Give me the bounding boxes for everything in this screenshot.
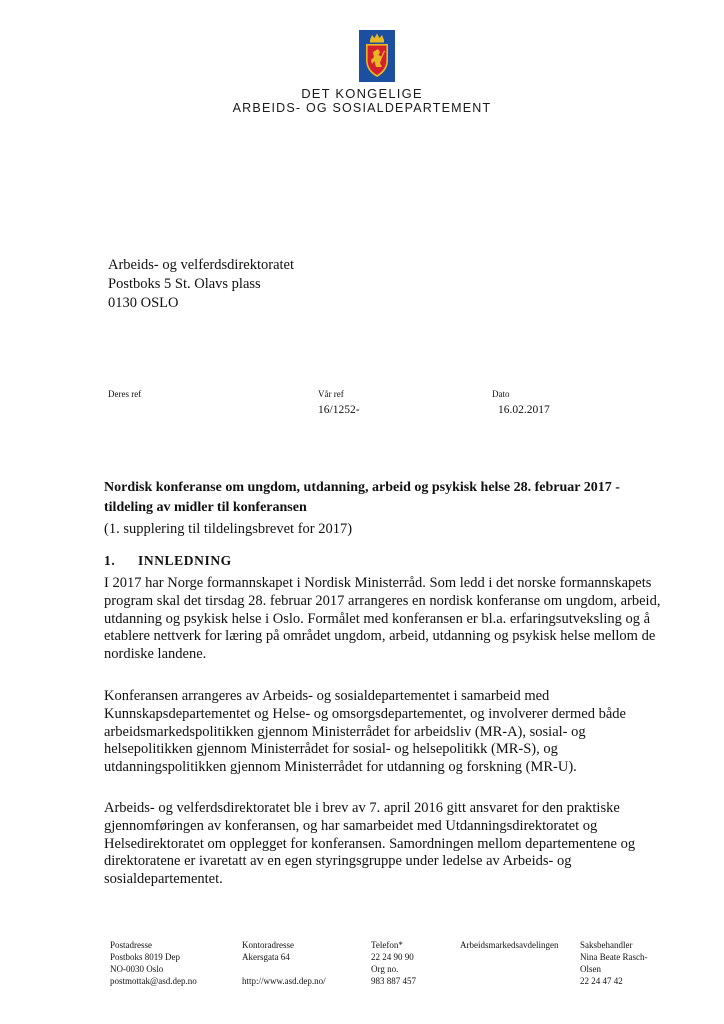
footer-telefon [371,939,416,987]
ministry-name [180,86,544,116]
paragraph-1: I 2017 har Norge formannskapet i Nordisk Ministerråd. Som ledd i det norske formannskapets program skal det tirsdag 28. februar 2017 arrangeres en nordisk konferanse om ungdom, arbeid, utdanning og psykisk helse i Oslo. Formålet med konferansen er bl.a. erfaringsutveksling og å etablere nettverk for læring på området ungdom, arbeid, utdanning og psykisk helse mellom de nordiske landene. [104,575,661,663]
ministry-line-1: DET KONGELIGE [301,86,423,101]
var-ref-label: Vår ref [318,389,344,399]
footer-postadresse-label: Postadresse [110,940,152,950]
footer-saksbehandler-phone: 22 24 47 42 [580,976,623,986]
var-ref-value: 16/1252- [318,404,360,416]
dato-label: Dato [492,389,510,399]
section-title: INNLEDNING [138,553,232,568]
recipient-street: Postboks 5 St. Olavs plass [108,276,261,292]
footer-postboks: Postboks 8019 Dep [110,952,181,962]
recipient-name: Arbeids- og velferdsdirektoratet [108,257,295,273]
footer-avdeling [460,939,558,951]
footer-saksbehandler-name-1: Nina Beate Rasch- [580,952,648,962]
footer-avdeling-name: Arbeidsmarkedsavdelingen [460,940,559,950]
dato-value: 16.02.2017 [498,404,550,416]
footer-email: postmottak@asd.dep.no [110,976,197,986]
footer-postadresse [110,939,197,987]
letter-title: Nordisk konferanse om ungdom, utdanning, arbeid og psykisk helse 28. februar 2017 - tildeling av midler til konferansen [104,480,620,515]
footer-telefon-label: Telefon* [371,940,403,950]
footer-kontor-label: Kontoradresse [242,940,294,950]
deres-ref-label: Deres ref [108,389,142,399]
section-heading [104,553,232,569]
footer-postcode: NO-0030 Oslo [110,964,164,974]
ministry-line-2: ARBEIDS- OG SOSIALDEPARTEMENT [232,101,492,115]
letter-subtitle: (1. supplering til tildelingsbrevet for 2017) [104,521,353,537]
footer-website: http://www.asd.dep.no/ [242,976,326,986]
paragraph-2: Konferansen arrangeres av Arbeids- og sosialdepartementet i samarbeid med Kunnskapsdepartementet og Helse- og omsorgsdepartementet, og involverer dermed både arbeidsmarkedspolitikken gjennom Ministerrådet for arbeidsliv (MR-A), sosial- og helsepolitikken gjennom Ministerrådet for sosial- og helsepolitikk (MR-S), og utdanningspolitikken gjennom Ministerrådet for utdanning og forskning (MR-U). [104,688,626,776]
footer-saksbehandler-label: Saksbehandler [580,940,633,950]
section-number: 1. [104,553,116,568]
footer-telefon-number: 22 24 90 90 [371,952,414,962]
footer-saksbehandler [580,939,647,987]
paragraph-3: Arbeids- og velferdsdirektoratet ble i brev av 7. april 2016 gitt ansvaret for den praktiske gjennomføringen av konferansen, og har samarbeidet med Utdanningsdirektoratet og Helsedirektoratet om opplegget for konferansen. Samordningen mellom departementene og direktoratene er ivaretatt av en egen styringsgruppe under ledelse av Arbeids- og sosialdepartementet. [104,800,636,888]
recipient-city: 0130 OSLO [108,295,179,311]
footer-kontoradresse [242,939,326,987]
footer-orgno-label: Org no. [371,964,399,974]
footer-saksbehandler-name-2: Olsen [580,964,601,974]
footer-kontor-street: Akersgata 64 [242,952,290,962]
footer-orgno: 983 887 457 [371,976,416,986]
recipient-address [108,256,294,313]
coat-of-arms-logo [359,30,395,82]
